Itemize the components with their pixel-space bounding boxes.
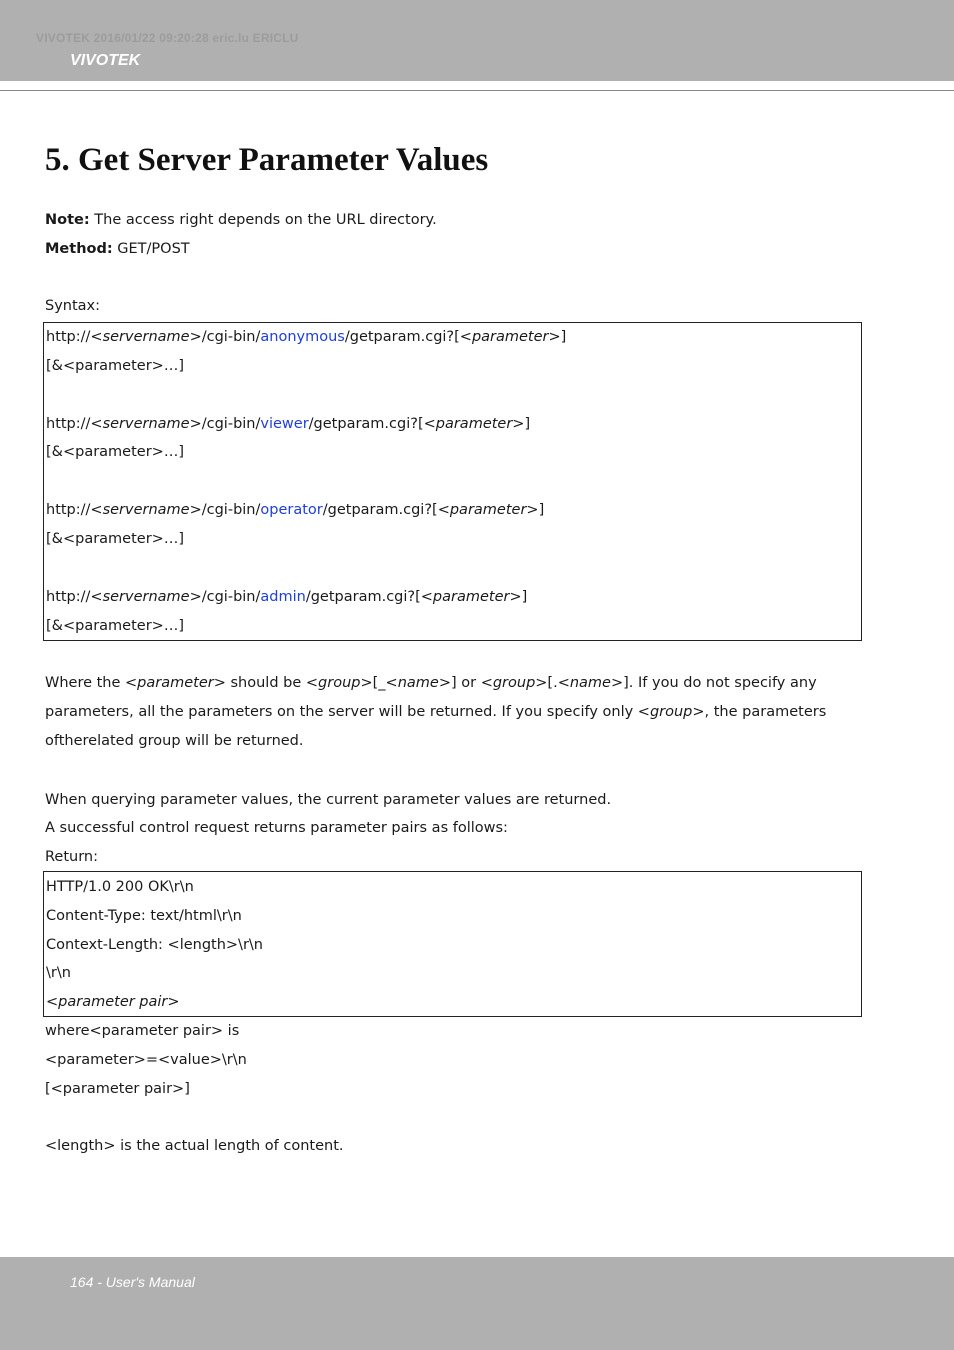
querying-text: When querying parameter values, the current parameter values are returned. xyxy=(45,792,612,808)
syntax-box xyxy=(43,322,862,641)
return-line: HTTP/1.0 200 OK\r\n xyxy=(46,879,194,895)
page-header xyxy=(0,0,954,81)
syntax-url-operator: http://<servername>/cgi-bin/operator/getparam.cgi?[<parameter>] xyxy=(46,502,545,518)
page-footer xyxy=(0,1257,954,1350)
header-divider xyxy=(0,90,954,91)
method-text: GET/POST xyxy=(112,241,190,257)
where-line: [<parameter pair>] xyxy=(45,1081,190,1097)
parameter-description: Where the <parameter> should be <group>[_<name>] or <group>[.<name>]. If you do not specify any parameters, all the parameters on the server will be returned. If you specify only <group>, the parameters oftherelated group will be returned. xyxy=(45,675,827,749)
note-line xyxy=(45,210,437,230)
method-line xyxy=(45,239,190,259)
page-number: 164 - User's Manual xyxy=(70,1274,195,1290)
syntax-url-admin: http://<servername>/cgi-bin/admin/getparam.cgi?[<parameter>] xyxy=(46,589,528,605)
syntax-url-viewer: http://<servername>/cgi-bin/viewer/getparam.cgi?[<parameter>] xyxy=(46,416,531,432)
role-viewer-link[interactable]: viewer xyxy=(260,416,309,432)
return-line: Content-Type: text/html\r\n xyxy=(46,908,242,924)
return-line: \r\n xyxy=(46,965,71,981)
page-title: 5. Get Server Parameter Values xyxy=(45,142,489,178)
length-note: <length> is the actual length of content. xyxy=(45,1138,344,1154)
syntax-url-anonymous: http://<servername>/cgi-bin/anonymous/getparam.cgi?[<parameter>] xyxy=(46,329,567,345)
header-watermark: VIVOTEK 2016/01/22 09:20:28 eric.lu ERICLU xyxy=(36,31,299,45)
return-box xyxy=(43,871,862,1017)
syntax-continuation: [&<parameter>…] xyxy=(46,444,184,460)
syntax-continuation: [&<parameter>…] xyxy=(46,358,184,374)
return-line-parameter-pair: <parameter pair> xyxy=(46,994,180,1010)
role-admin-link[interactable]: admin xyxy=(260,589,306,605)
return-line: Context-Length: <length>\r\n xyxy=(46,937,263,953)
note-label: Note: xyxy=(45,212,90,228)
role-operator-link[interactable]: operator xyxy=(260,502,323,518)
syntax-continuation: [&<parameter>…] xyxy=(46,618,184,634)
where-line: <parameter>=<value>\r\n xyxy=(45,1052,247,1068)
syntax-continuation: [&<parameter>…] xyxy=(46,531,184,547)
success-text: A successful control request returns parameter pairs as follows: xyxy=(45,820,508,836)
note-text: The access right depends on the URL directory. xyxy=(89,212,437,228)
where-line: where<parameter pair> is xyxy=(45,1023,240,1039)
method-label: Method: xyxy=(45,241,113,257)
return-label: Return: xyxy=(45,849,99,865)
syntax-label: Syntax: xyxy=(45,298,101,314)
header-brand: VIVOTEK xyxy=(70,52,141,69)
role-anonymous-link[interactable]: anonymous xyxy=(260,329,345,345)
